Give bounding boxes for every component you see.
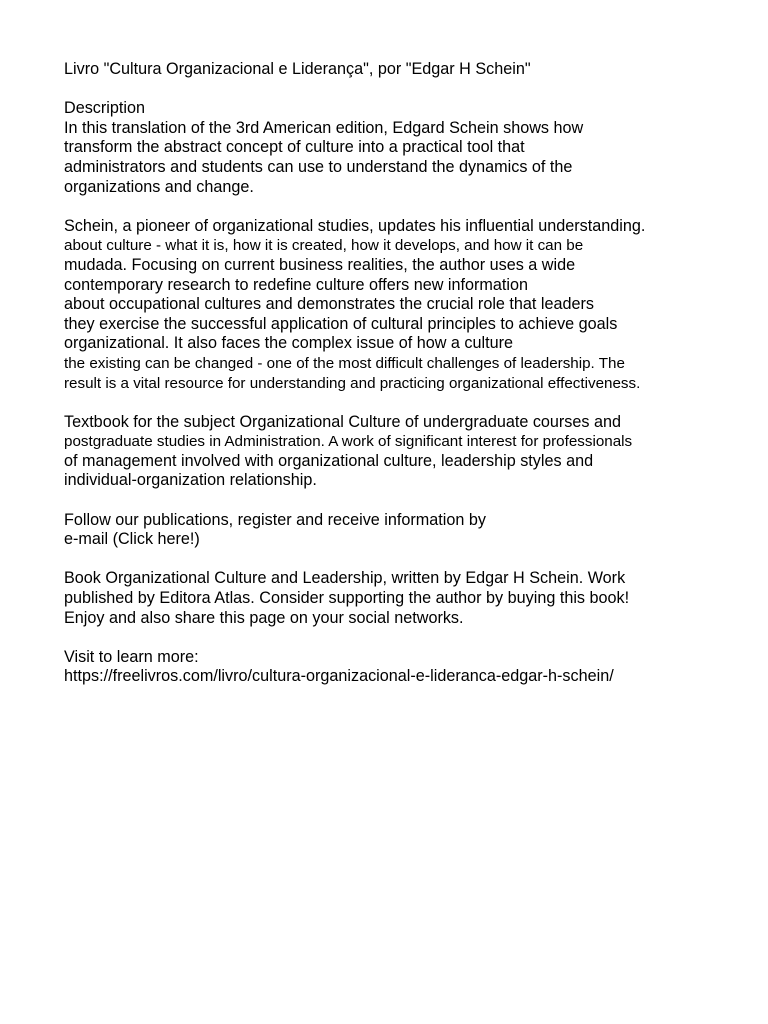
spacer xyxy=(64,628,744,648)
paragraph2-line: result is a vital resource for understanding and practicing organizational effectiveness. xyxy=(64,374,641,392)
paragraph3-line: postgraduate studies in Administration. A work of significant interest for professionals xyxy=(64,433,633,451)
paragraph2-line: Schein, a pioneer of organizational studies, updates his influential understanding. xyxy=(64,216,646,235)
paragraph4-line: Follow our publications, register and receive information by xyxy=(64,510,486,529)
spacer xyxy=(64,80,744,100)
paragraph3-line: Textbook for the subject Organizational Culture of undergraduate courses and xyxy=(64,412,622,431)
spacer xyxy=(64,393,744,413)
spacer xyxy=(64,491,744,511)
paragraph3-line: of management involved with organizational culture, leadership styles and xyxy=(64,451,594,470)
document-title: Livro "Cultura Organizacional e Liderança", por "Edgar H Schein" xyxy=(64,60,531,78)
paragraph1-line: transform the abstract concept of culture into a practical tool that xyxy=(64,138,525,157)
paragraph2-line: organizational. It also faces the complex issue of how a culture xyxy=(64,334,513,353)
paragraph2-line: mudada. Focusing on current business realities, the author uses a wide xyxy=(64,255,576,274)
visit-label: Visit to learn more: xyxy=(64,647,199,666)
paragraph2-line: the existing can be changed - one of the most difficult challenges of leadership. The xyxy=(64,354,625,372)
paragraph2-line: about culture - what it is, how it is created, how it develops, and how it can be xyxy=(64,237,584,255)
paragraph5-line: Enjoy and also share this page on your social networks. xyxy=(64,608,464,627)
description-heading: Description xyxy=(64,99,145,118)
document-page xyxy=(64,60,744,687)
paragraph5-line: published by Editora Atlas. Consider supporting the author by buying this book! xyxy=(64,589,630,608)
paragraph1-line: administrators and students can use to understand the dynamics of the xyxy=(64,157,573,176)
paragraph1-line: In this translation of the 3rd American edition, Edgard Schein shows how xyxy=(64,118,584,137)
paragraph3-line: individual-organization relationship. xyxy=(64,471,317,490)
paragraph2-line: they exercise the successful application of cultural principles to achieve goals xyxy=(64,314,618,333)
paragraph1-line: organizations and change. xyxy=(64,177,254,196)
source-url[interactable]: https://freelivros.com/livro/cultura-organizacional-e-lideranca-edgar-h-schein/ xyxy=(64,667,614,686)
spacer xyxy=(64,197,744,217)
paragraph2-line: contemporary research to redefine culture offers new information xyxy=(64,275,528,294)
spacer xyxy=(64,550,744,570)
paragraph5-line: Book Organizational Culture and Leadership, written by Edgar H Schein. Work xyxy=(64,569,626,588)
email-link-text[interactable]: e-mail (Click here!) xyxy=(64,530,200,549)
paragraph2-line: about occupational cultures and demonstrates the crucial role that leaders xyxy=(64,295,595,314)
